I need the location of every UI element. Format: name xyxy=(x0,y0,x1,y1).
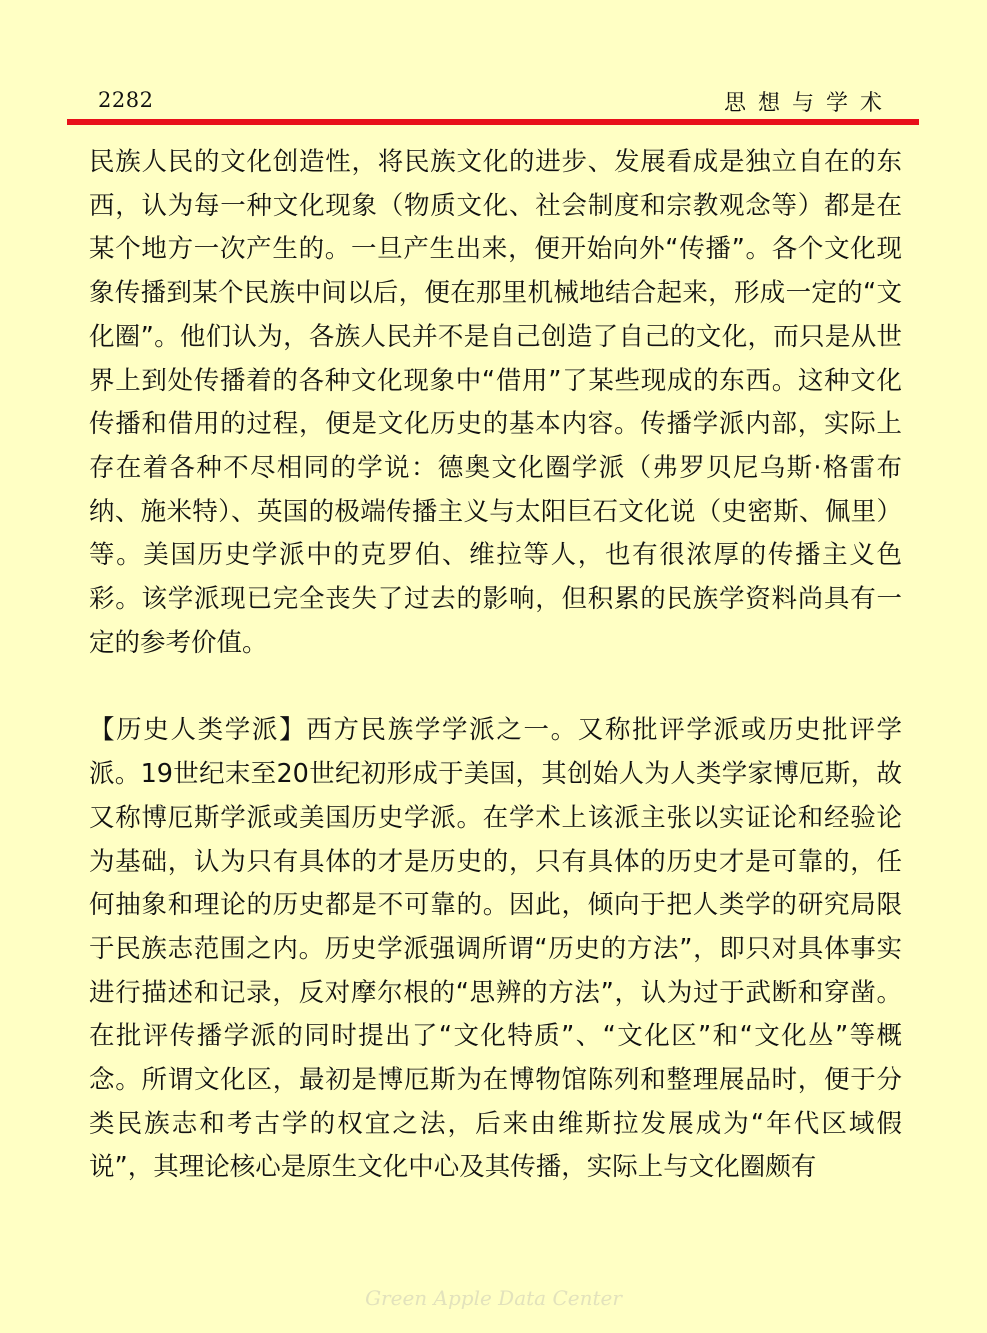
watermark: Green Apple Data Center xyxy=(365,1286,622,1310)
page-number: 2282 xyxy=(98,88,154,112)
paragraph-diffusion-school: 民族人民的文化创造性，将民族文化的进步、发展看成是独立自在的东西，认为每一种文化现象（物质文化、社会制度和宗教观念等）都是在某个地方一次产生的。一旦产生出来，便开始向外“传播”。各个文化现象传播到某个民族中间以后，便在那里机械地结合起来，形成一定的“文化圈”。他们认为，各族人民并不是自己创造了自己的文化，而只是从世界上到处传播着的各种文化现象中“借用”了某些现成的东西。这种文化传播和借用的过程，便是文化历史的基本内容。传播学派内部，实际上存在着各种不尽相同的学说：德奥文化圈学派（弗罗贝尼乌斯·格雷布纳、施米特）、英国的极端传播主义与太阳巨石文化说（史密斯、佩里）等。美国历史学派中的克罗伯、维拉等人，也有很浓厚的传播主义色彩。该学派现已完全丧失了过去的影响，但积累的民族学资料尚具有一定的参考价值。 xyxy=(89,147,902,658)
paragraph-historical-school: 【历史人类学派】西方民族学学派之一。又称批评学派或历史批评学派。19世纪末至20世纪初形成于美国，其创始人为人类学家博厄斯，故又称博厄斯学派或美国历史学派。在学术上该派主张以实证论和经验论为基础，认为只有具体的才是历史的，只有具体的历史才是可靠的，任何抽象和理论的历史都是不可靠的。因此，倾向于把人类学的研究局限于民族志范围之内。历史学派强调所谓“历史的方法”，即只对具体事实进行描述和记录，反对摩尔根的“思辨的方法”，认为过于武断和穿凿。在批评传播学派的同时提出了“文化特质”、“文化区”和“文化丛”等概念。所谓文化区，最初是博厄斯为在博物馆陈列和整理展品时，便于分类民族志和考古学的权宜之法，后来由维斯拉发展成为“年代区域假说”，其理论核心是原生文化中心及其传播，实际上与文化圈颇有 xyxy=(89,715,902,1183)
body-text xyxy=(89,141,902,1190)
page-header xyxy=(68,80,918,120)
header-rule xyxy=(67,119,919,125)
running-title: 思想与学术 xyxy=(723,91,894,116)
